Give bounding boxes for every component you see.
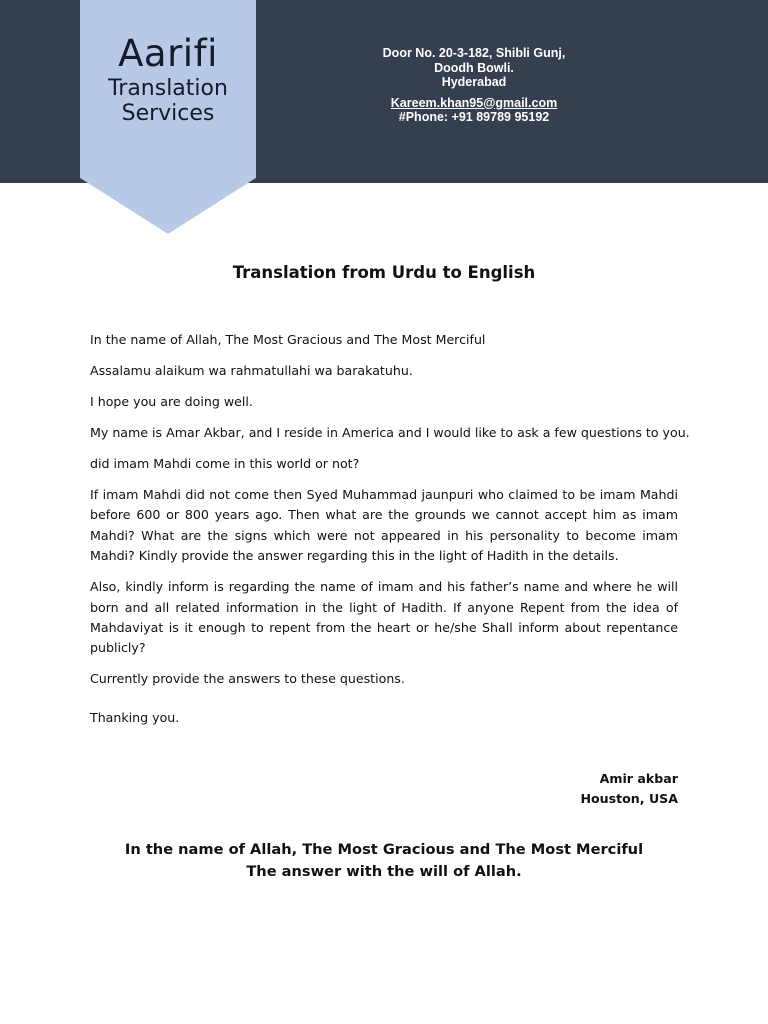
signature-name: Amir akbar: [599, 771, 678, 786]
answer-heading: [0, 839, 768, 882]
letter-body: [90, 330, 690, 700]
address-line3: Hyderabad: [441, 75, 507, 89]
signature-location: Houston, USA: [580, 790, 678, 806]
signature-block: [580, 769, 678, 808]
answer-heading-line2: The answer with the will of Allah.: [246, 862, 522, 880]
paragraph-salutation: Assalamu alaikum wa rahmatullahi wa barakatuhu.: [90, 363, 413, 378]
contact-block: [356, 46, 592, 125]
paragraph-question-1: did imam Mahdi come in this world or not?: [90, 456, 360, 471]
paragraph-introduction: My name is Amar Akbar, and I reside in America and I would like to ask a few questions to you.: [90, 425, 690, 440]
document-title: Translation from Urdu to English: [232, 263, 536, 282]
paragraph-question-3: Also, kindly inform is regarding the name of imam and his father’s name and where he will born and all related information in the light of Hadith. If anyone Repent from the idea of Mahdaviyat is it enough to repent from the heart or he/she Shall inform about repentance publicly?: [90, 579, 678, 656]
paragraph-greeting-bismillah: In the name of Allah, The Most Gracious and The Most Merciful: [90, 332, 486, 347]
email-link[interactable]: Kareem.khan95@gmail.com: [390, 95, 558, 110]
address-line2: Doodh Bowli.: [434, 60, 514, 75]
phone-number: #Phone: +91 89789 95192: [398, 110, 550, 124]
answer-heading-line1: In the name of Allah, The Most Gracious and The Most Merciful: [124, 841, 644, 858]
paragraph-request: Currently provide the answers to these questions.: [90, 671, 405, 687]
paragraph-wellwish: I hope you are doing well.: [90, 394, 253, 409]
brand-subtitle-line2: Services: [121, 101, 215, 126]
brand-name: Aarifi: [118, 32, 218, 75]
address-line1: Door No. 20-3-182, Shibli Gunj,: [382, 46, 566, 60]
paragraph-question-2: If imam Mahdi did not come then Syed Muhammad jaunpuri who claimed to be imam Mahdi before 600 or 800 years ago. Then what are the grounds we cannot accept him as imam Mahdi? What are the signs which were not appeared in his personality to become imam Mahdi? Kindly provide the answer regarding this in the light of Hadith in the details.: [90, 487, 678, 564]
brand-subtitle-line1: Translation: [108, 76, 228, 101]
closing-text: Thanking you.: [90, 710, 180, 725]
